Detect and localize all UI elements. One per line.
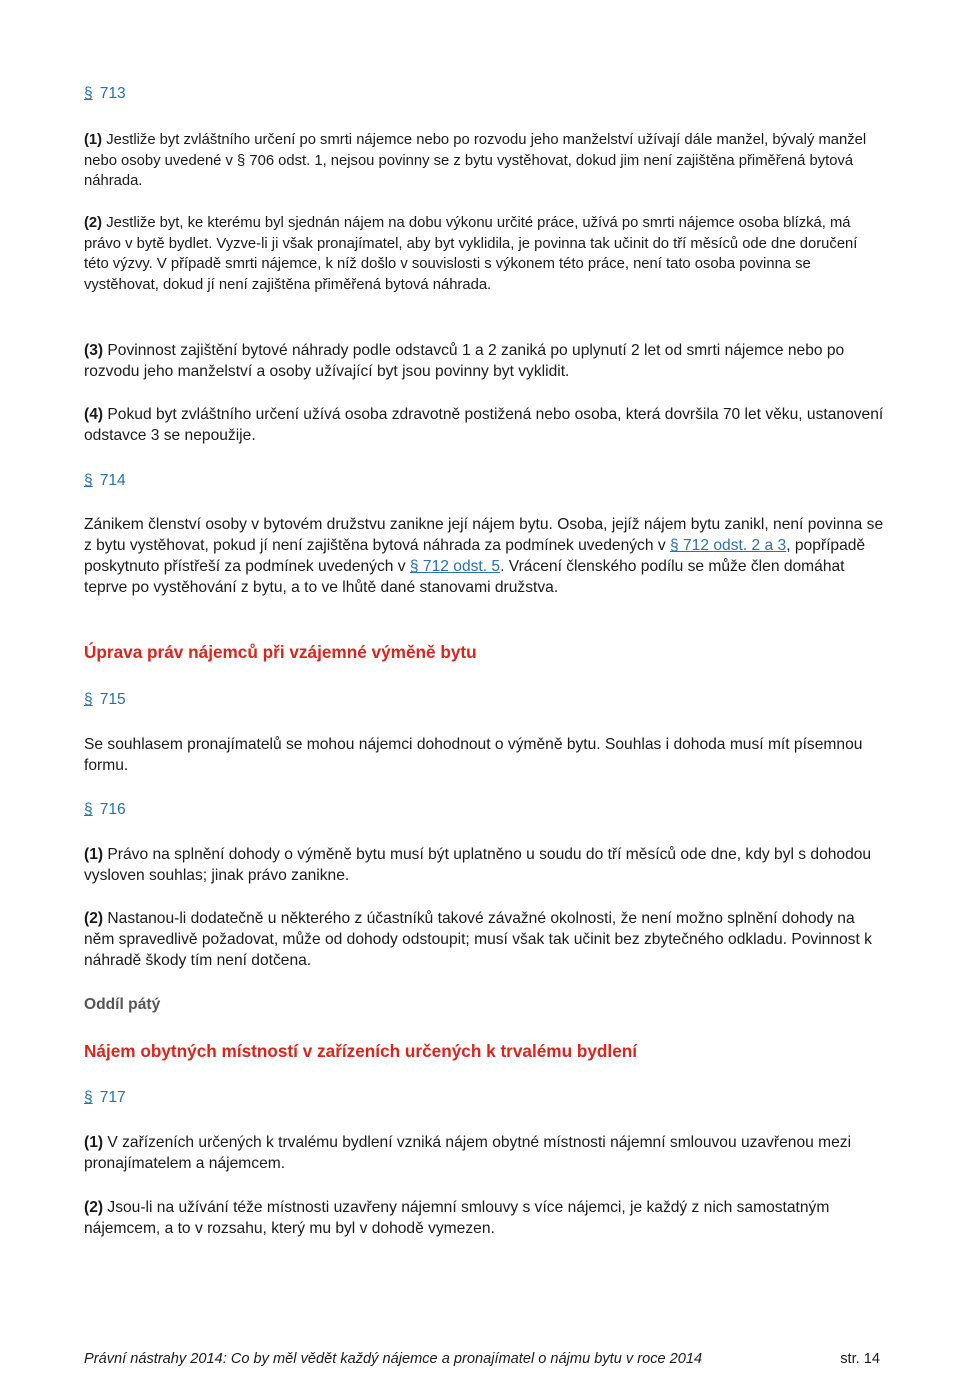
paragraph-text: Pokud byt zvláštního určení užívá osoba zdravotně postižená nebo osoba, která dovršila 70 let věku, ustanovení odstavce 3 se nepoužije. — [84, 406, 884, 444]
paragraph-713-4 — [84, 404, 884, 446]
paragraph-number: (2) — [84, 215, 103, 231]
reference-link-712-5[interactable]: § 712 odst. 5 — [409, 558, 501, 575]
reference-link-712-2-3[interactable]: § 712 odst. 2 a 3 — [670, 537, 787, 554]
paragraph-715 — [84, 734, 884, 776]
paragraph-text: , popřípadě poskytnuto přístřeší za podmínek uvedených v — [84, 537, 866, 575]
paragraph-number: (1) — [84, 132, 103, 148]
paragraph-text: Nastanou-li dodatečně u některého z účastníků takové závažné okolnosti, že není možno splnění dohody na něm spravedlivě požadovat, může od dohody odstoupit; musí však tak učinit bez zbytečného odkladu. Povinnost k náhradě škody tím není dotčena. — [84, 910, 872, 969]
section-symbol: § — [84, 691, 93, 708]
paragraph-716-1 — [84, 844, 884, 886]
paragraph-number: (4) — [84, 406, 104, 423]
paragraph-text: . Vrácení členského podílu se může člen domáhat teprve po vystěhování z bytu, a to ve lhůtě dané stanovami družstva. — [84, 558, 845, 596]
section-number: 714 — [99, 472, 126, 489]
section-number: 717 — [99, 1089, 126, 1106]
paragraph-number: (1) — [84, 846, 104, 863]
paragraph-713-3 — [84, 340, 884, 382]
paragraph-number: (2) — [84, 1199, 104, 1216]
section-717-heading[interactable] — [84, 1087, 126, 1108]
page-number: str. 14 — [840, 1351, 880, 1367]
section-716-heading[interactable] — [84, 799, 126, 820]
footer-title: Právní nástrahy 2014: Co by měl vědět každý nájemce a pronajímatel o nájmu bytu v roce 2014 — [84, 1351, 703, 1367]
section-714-heading[interactable] — [84, 470, 126, 491]
paragraph-717-1 — [84, 1132, 884, 1174]
paragraph-text: Zánikem členství osoby v bytovém družstvu zanikne její nájem bytu. Osoba, jejíž nájem bytu zanikl, není povinna se z bytu vystěhovat, pokud jí není zajištěna bytová náhrada za podmínek uvedených v — [84, 516, 884, 554]
paragraph-number: (1) — [84, 1134, 104, 1151]
section-number: 716 — [99, 801, 126, 818]
paragraph-text: Právo na splnění dohody o výměně bytu musí být uplatněno u soudu do tří měsíců ode dne, kdy byl s dohodou vysloven souhlas; jinak právo zanikne. — [84, 846, 872, 884]
section-number: 713 — [99, 85, 126, 102]
heading-dwelling: Nájem obytných místností v zařízeních určených k trvalému bydlení — [84, 1041, 638, 1061]
page-footer — [84, 1349, 880, 1369]
section-number: 715 — [99, 691, 126, 708]
paragraph-text: Jsou-li na užívání téže místnosti uzavřeny nájemní smlouvy s více nájemci, je každý z nich samostatným nájemcem, a to v rozsahu, který mu byl v dohodě vymezen. — [84, 1199, 830, 1237]
section-713-heading[interactable] — [84, 83, 126, 104]
section-symbol: § — [84, 85, 93, 102]
paragraph-number: (3) — [84, 342, 104, 359]
paragraph-713-2 — [84, 213, 884, 295]
section-symbol: § — [84, 801, 93, 818]
heading-exchange: Úprava práv nájemců při vzájemné výměně bytu — [84, 642, 477, 662]
paragraph-713-1 — [84, 130, 884, 192]
paragraph-number: (2) — [84, 910, 104, 927]
section-symbol: § — [84, 472, 93, 489]
paragraph-text: Se souhlasem pronajímatelů se mohou nájemci dohodnout o výměně bytu. Souhlas i dohoda musí mít písemnou formu. — [84, 736, 863, 774]
paragraph-text: Povinnost zajištění bytové náhrady podle odstavců 1 a 2 zaniká po uplynutí 2 let od smrti nájemce nebo po rozvodu jeho manželství a osoby užívající byt jsou povinny byt vyklidit. — [84, 342, 845, 380]
paragraph-717-2 — [84, 1197, 884, 1239]
paragraph-text: V zařízeních určených k trvalému bydlení vzniká nájem obytné místnosti nájemní smlouvou uzavřenou mezi pronajímatelem a nájemcem. — [84, 1134, 852, 1172]
paragraph-714 — [84, 514, 884, 598]
paragraph-text: Jestliže byt zvláštního určení po smrti nájemce nebo po rozvodu jeho manželství užívají dále manžel, bývalý manžel nebo osoby uvedené v § 706 odst. 1, nejsou povinny se z bytu vystěhovat, dokud jim není zajištěna přiměřená bytová náhrada. — [84, 132, 867, 189]
paragraph-text: Jestliže byt, ke kterému byl sjednán nájem na dobu výkonu určité práce, užívá po smrti nájemce osoba blízká, má právo v bytě bydlet. Vyzve-li ji však pronajímatel, aby byt vyklidila, je povinna tak učinit do tří měsíců ode dne doručení této výzvy. V případě smrti nájemce, k níž došlo v souvislosti s výkonem této práce, není tato osoba povinna se vystěhovat, dokud jí není zajištěna přiměřená bytová náhrada. — [84, 215, 858, 293]
section-symbol: § — [84, 1089, 93, 1106]
paragraph-716-2 — [84, 908, 884, 971]
section-715-heading[interactable] — [84, 689, 126, 710]
subheading-part-five: Oddíl pátý — [84, 996, 161, 1013]
